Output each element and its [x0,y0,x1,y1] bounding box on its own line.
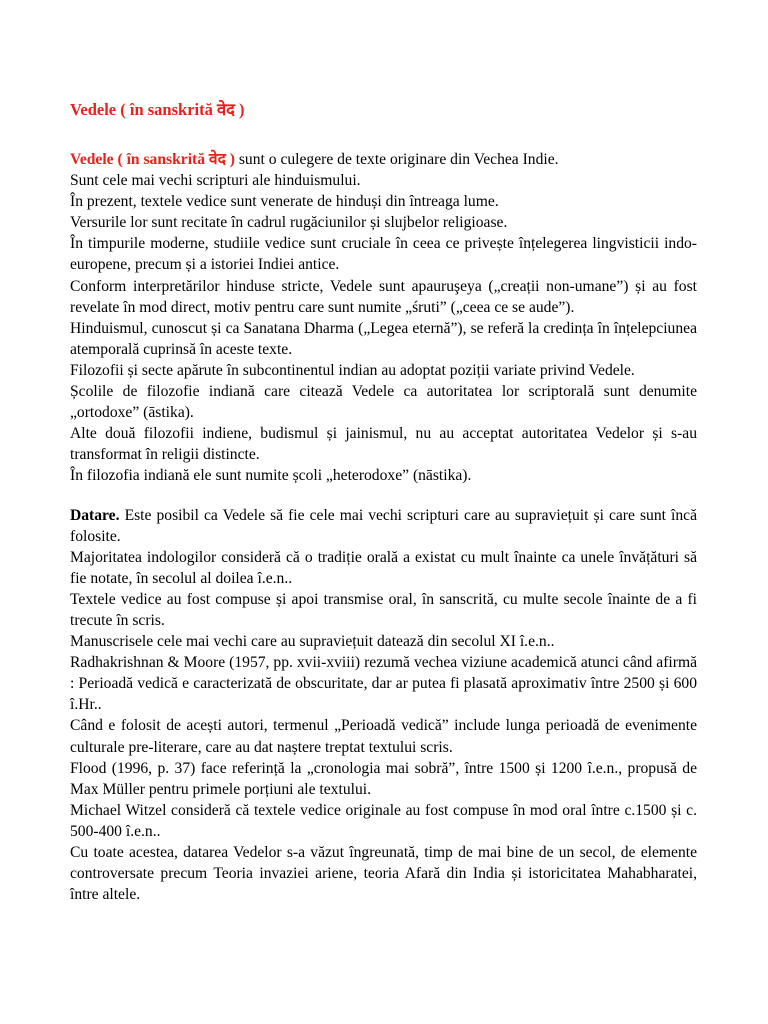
paragraph: Versurile lor sunt recitate în cadrul rugăciunilor și slujbelor religioase. [70,214,508,232]
paragraph: Textele vedice au fost compuse și apoi transmise oral, în sanscrită, cu multe secole înainte de a fi trecute în scris. [70,590,697,629]
datare-rest: Este posibil ca Vedele să fie cele mai vechi scripturi care au supraviețuit și care sunt încă folosite. [70,506,697,545]
paragraph: În filozofia indiană ele sunt numite școli „heterodoxe” (nāstika). [70,467,472,485]
intro-rest: sunt o culegere de texte originare din Vechea Indie. [234,151,559,168]
paragraph: Radhakrishnan & Moore (1957, pp. xvii-xviii) rezumă vechea viziune academică atunci când afirmă : Perioadă vedică e caracterizată de obscuritate, dar ar putea fi plasată aproximativ între 2500 și 600 î.Hr.. [70,654,697,714]
paragraph: Alte două filozofii indiene, budismul și jainismul, nu au acceptat autoritatea Vedelor și s-au transformat în religii distincte. [70,425,697,464]
intro-paragraph [70,149,697,170]
paragraph: Școlile de filozofie indiană care citează Vedele ca autoritatea lor scriptorală sunt denumite „ortodoxe” (āstika). [70,383,697,422]
paragraph: Când e folosit de acești autori, termenul „Perioadă vedică” include lunga perioadă de evenimente culturale pre-literare, care au dat naștere treptat textului scris. [70,717,697,756]
paragraph: Majoritatea indologilor consideră că o tradiție orală a existat cu mult înainte ca unele învățături să fie notate, în secolul al doilea î.e.n.. [70,548,697,587]
paragraph: Michael Witzel consideră că textele vedice originale au fost compuse în mod oral între c.1500 și c. 500-400 î.e.n.. [70,801,697,840]
paragraph: Cu toate acestea, datarea Vedelor s-a văzut îngreunată, timp de mai bine de un secol, de elemente controversate precum Teoria invaziei ariene, teoria Afară din India și istoricitatea Mahabharatei, între altele. [70,844,697,904]
section-gap [70,487,697,505]
paragraph: În prezent, textele vedice sunt venerate de hinduși din întreaga lume. [70,193,499,211]
paragraph: Sunt cele mai vechi scripturi ale hinduismului. [70,172,361,190]
paragraph: Filozofii și secte apărute în subcontinentul indian au adoptat poziții variate privind Vedele. [70,361,635,379]
document-body [70,149,697,905]
document-title: Vedele ( în sanskrită वेद ) [70,100,245,119]
paragraph: Flood (1996, p. 37) face referință la „cronologia mai sobră”, între 1500 și 1200 î.e.n., propusă de Max Müller pentru primele porțiuni ale textului. [70,759,697,798]
intro-lead: Vedele ( în sanskrită वेद ) [70,151,235,168]
datare-paragraph [70,505,697,547]
paragraph: Conform interpretărilor hinduse stricte, Vedele sunt apauruşeya („creații non-umane”) și au fost revelate în mod direct, motiv pentru care sunt numite „śruti” („ceea ce se aude”). [70,277,697,316]
paragraph: În timpurile moderne, studiile vedice sunt cruciale în ceea ce privește înțelegerea lingvisticii indo-europene, precum și a istoriei Indiei antice. [70,235,697,274]
paragraph: Manuscrisele cele mai vechi care au supraviețuit datează din secolul XI î.e.n.. [70,633,555,651]
datare-heading: Datare. [70,506,120,524]
paragraph: Hinduismul, cunoscut și ca Sanatana Dharma („Legea eternă”), se referă la credința în înțelepciunea atemporală cuprinsă în aceste texte. [70,319,697,358]
